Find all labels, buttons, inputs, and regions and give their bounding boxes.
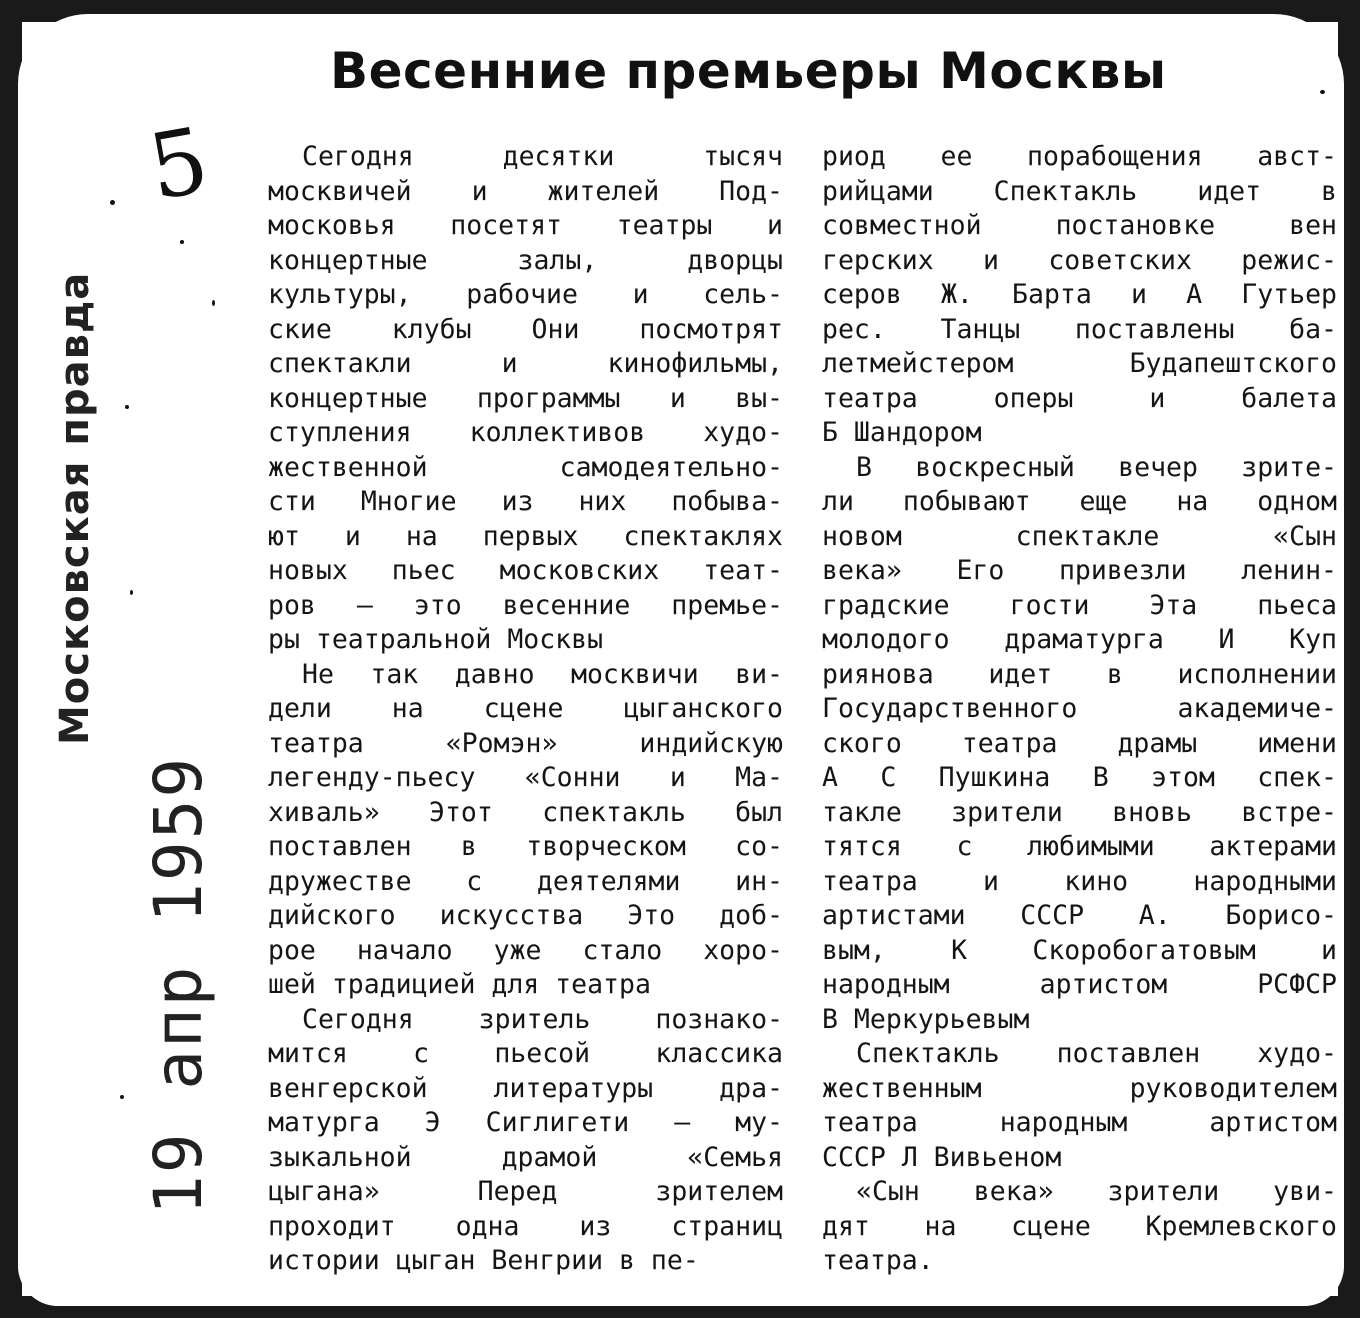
- print-speck: [125, 405, 129, 409]
- article-text-line: летмейстером Будапештского: [822, 348, 1337, 379]
- article-text-line: спектакли и кинофильмы,: [268, 348, 783, 379]
- article-text-line: вым, К Скоробогатовым и: [822, 934, 1337, 966]
- print-speck: [1320, 90, 1325, 94]
- article-text-line: рес. Танцы поставлены ба-: [822, 313, 1337, 345]
- article-text-line: концертные программы и вы-: [268, 382, 783, 414]
- article-text-line: театра «Ромэн» индийскую: [268, 727, 783, 759]
- article-text-line: артистами СССР А. Борисо-: [822, 900, 1337, 931]
- article-text-line: народным артистом РСФСР: [822, 969, 1337, 1000]
- article-text-line: ры театральной Москвы: [268, 624, 604, 655]
- article-text-line: Не так давно москвичи ви-: [302, 658, 783, 690]
- article-text-line: концертные залы, дворцы: [268, 244, 783, 276]
- article-text-line: матурга Э Сиглигети — му-: [268, 1107, 783, 1138]
- article-text-line: дружестве с деятелями ин-: [268, 865, 783, 897]
- article-text-line: театра оперы и балета: [822, 382, 1337, 414]
- print-speck: [110, 200, 115, 205]
- article-text-line: поставлен в творческом со-: [268, 831, 783, 862]
- print-speck: [130, 590, 133, 595]
- article-text-line: В Меркурьевым: [822, 1003, 1030, 1035]
- article-text-line: московья посетят театры и: [268, 210, 783, 241]
- article-text-line: СССР Л Вивьеном: [822, 1141, 1062, 1173]
- article-text-line: века» Его привезли ленин-: [822, 555, 1337, 586]
- article-text-line: ров — это весенние премье-: [268, 589, 783, 621]
- article-text-line: зыкальной драмой «Семья: [268, 1141, 783, 1173]
- print-speck: [212, 300, 215, 306]
- newspaper-name-stamp: Московская правда: [52, 271, 98, 745]
- article-text-line: рое начало уже стало хоро-: [268, 934, 783, 966]
- article-text-line: «Сын века» зрители уви-: [856, 1176, 1337, 1207]
- article-text-line: москвичей и жителей Под-: [268, 175, 783, 207]
- article-text-line: ского театра драмы имени: [822, 727, 1337, 759]
- article-headline: Весенние премьеры Москвы: [330, 42, 1167, 100]
- article-text-line: такле зрители вновь встре-: [822, 796, 1337, 828]
- article-text-line: ступления коллективов худо-: [268, 417, 783, 448]
- article-text-line: герских и советских режис-: [822, 244, 1337, 276]
- article-text-line: сти Многие из них побыва-: [268, 486, 783, 517]
- article-text-line: жественной самодеятельно-: [268, 451, 783, 483]
- article-text-line: Б Шандором: [822, 417, 982, 448]
- article-text-line: хиваль» Этот спектакль был: [268, 796, 783, 828]
- article-text-line: театра.: [822, 1245, 934, 1276]
- article-text-line: венгерской литературы дра-: [268, 1072, 783, 1104]
- article-text-line: цыгана» Перед зрителем: [268, 1176, 783, 1207]
- article-text-line: В воскресный вечер зрите-: [856, 451, 1337, 483]
- article-text-line: ли побывают еще на одном: [822, 486, 1337, 517]
- article-text-line: серов Ж. Барта и А Гутьер: [822, 279, 1337, 310]
- article-text-line: легенду-пьесу «Сонни и Ма-: [268, 762, 783, 793]
- article-text-line: дийского искусства Это доб-: [268, 900, 783, 931]
- article-text-line: совместной постановке вен: [822, 210, 1337, 241]
- article-text-line: молодого драматурга И Куп: [822, 624, 1337, 655]
- article-text-line: дят на сцене Кремлевского: [822, 1210, 1337, 1242]
- article-text-line: проходит одна из страниц: [268, 1210, 783, 1242]
- article-text-line: жественным руководителем: [822, 1072, 1337, 1104]
- article-text-line: тятся с любимыми актерами: [822, 831, 1337, 862]
- handwritten-mark: 5: [141, 107, 216, 222]
- article-text-line: градские гости Эта пьеса: [822, 589, 1337, 621]
- article-text-line: театра и кино народными: [822, 865, 1337, 897]
- print-speck: [120, 1095, 124, 1099]
- article-text-line: Спектакль поставлен худо-: [856, 1038, 1337, 1069]
- article-text-line: культуры, рабочие и сель-: [268, 279, 783, 310]
- article-text-line: ют и на первых спектаклях: [268, 520, 783, 552]
- article-text-line: театра народным артистом: [822, 1107, 1337, 1138]
- article-text-line: дели на сцене цыганского: [268, 693, 783, 724]
- article-text-line: Сегодня зритель познако-: [302, 1003, 783, 1035]
- article-text-line: новых пьес московских теат-: [268, 555, 783, 586]
- article-text-line: риянова идет в исполнении: [822, 658, 1337, 690]
- date-stamp: 19 апр 1959: [140, 755, 217, 1215]
- article-text-line: А С Пушкина В этом спек-: [822, 762, 1337, 793]
- article-text-line: ские клубы Они посмотрят: [268, 313, 783, 345]
- article-text-line: Государственного академиче-: [822, 693, 1337, 724]
- article-text-line: риод ее порабощения авст-: [822, 141, 1337, 172]
- print-speck: [180, 240, 184, 244]
- article-text-line: истории цыган Венгрии в пе-: [268, 1245, 699, 1276]
- article-column-right: [822, 140, 1337, 1279]
- article-text-line: мится с пьесой классика: [268, 1038, 783, 1069]
- article-text-line: новом спектакле «Сын: [822, 520, 1337, 552]
- article-text-line: рийцами Спектакль идет в: [822, 175, 1337, 207]
- article-text-line: Сегодня десятки тысяч: [302, 141, 783, 172]
- article-text-line: шей традицией для театра: [268, 969, 651, 1000]
- article-column-left: [268, 140, 783, 1279]
